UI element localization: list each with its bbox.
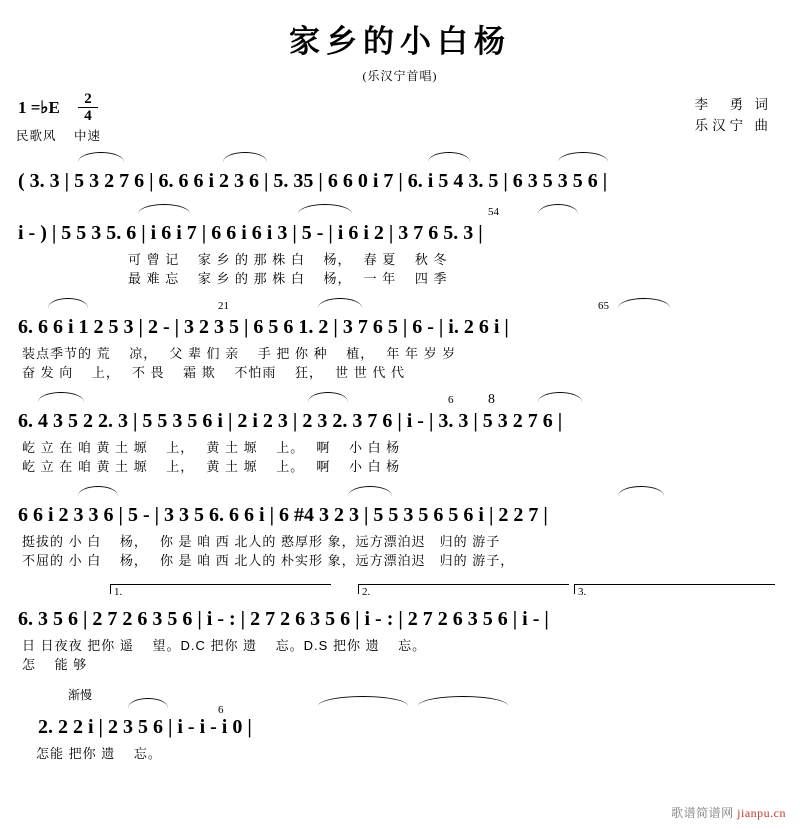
slur-mark (538, 392, 582, 402)
lyric-line-2a: 可 曾 记 家 乡 的 那 株 白 杨， 春 夏 秋 冬 (128, 252, 448, 267)
tempo-label: 中速 (74, 129, 102, 143)
meter-denominator: 4 (84, 108, 92, 124)
measure-number: 21 (218, 300, 229, 312)
music-system-2 (18, 202, 782, 296)
measure-number: 65 (598, 300, 609, 312)
lyric-line-2b: 最 难 忘 家 乡 的 那 株 白 杨， 一 年 四 季 (128, 271, 448, 286)
slur-mark (128, 698, 168, 708)
meter-numerator: 2 (78, 92, 98, 108)
time-signature (78, 92, 98, 123)
lyric-line-3b: 奋 发 向 上， 不 畏 霜 欺 不怕雨 狂， 世 世 代 代 (22, 365, 405, 380)
music-system-1 (18, 148, 782, 202)
music-system-4 (18, 390, 782, 484)
slur-mark (138, 204, 190, 214)
lyric-line-3a: 装点季节的 荒 凉， 父 辈 们 亲 手 把 你 种 植， 年 年 岁 岁 (22, 346, 457, 361)
key-signature: 1 =♭E (18, 98, 60, 117)
slur-mark (38, 392, 84, 402)
volta-number-3: 3. (578, 586, 587, 598)
music-system-5 (18, 484, 782, 578)
slur-mark (618, 486, 664, 496)
notation-line-3: 6. 6 6 i 1 2 5 3 | 2 - | 3 2 3 5 | 6 5 6 1. 2 | 3 7 6 5 | 6 - | i. 2 6 i | (18, 316, 509, 338)
composer-credit: 乐汉宁 曲 (694, 118, 772, 133)
notation-line-5: 6 6 i 2 3 3 6 | 5 - | 3 3 5 6. 6 6 i | 6 #4 3 2 3 | 5 5 3 5 6 5 6 i | 2 2 7 | (18, 504, 548, 526)
volta-bracket-1 (110, 584, 331, 594)
lyric-line-4a: 屹 立 在 咱 黄 土 塬 上， 黄 土 塬 上。 啊 小 白 杨 (22, 440, 401, 455)
style-label: 民歌风 (16, 129, 57, 143)
page-title: 家乡的小白杨 (289, 24, 511, 59)
volta-bracket-2 (358, 584, 569, 594)
lyric-line-6a: 日 日夜夜 把你 遥 望。D.C 把你 遗 忘。D.S 把你 遗 忘。 (22, 638, 427, 653)
slur-mark (558, 152, 608, 162)
notation-line-7: 2. 2 2 i | 2 3 5 6 | i - i - i 0 | (38, 716, 252, 738)
music-system-7 (18, 686, 782, 768)
dal-segno-icon: 8 (488, 392, 495, 407)
slur-mark (418, 696, 508, 706)
lyric-line-4b: 屹 立 在 咱 黄 土 塬 上， 黄 土 塬 上。 啊 小 白 杨 (22, 459, 401, 474)
notation-line-1: ( 3. 3 | 5 3 2 7 6 | 6. 6 6 i 2 3 6 | 5. 35 | 6 6 0 i 7 | 6. i 5 4 3. 5 | 6 3 5 3 5 6 | (18, 170, 608, 192)
slur-mark (78, 152, 124, 162)
slur-mark (348, 486, 392, 496)
music-system-3 (18, 296, 782, 390)
measure-number: 6 (448, 394, 454, 406)
sheet-music-page (0, 16, 800, 829)
slur-mark (48, 298, 88, 308)
measure-number: 54 (488, 206, 499, 218)
lyric-line-5a: 挺拔的 小 白 杨， 你 是 咱 西 北人的 憨厚形 象，远方漂泊迟 归的 游子 (22, 534, 501, 549)
lyricist-credit: 李 勇 词 (694, 97, 772, 112)
notation-line-6: 6. 3 5 6 | 2 7 2 6 3 5 6 | i - : | 2 7 2 6 3 5 6 | i - : | 2 7 2 6 3 5 6 | i - | (18, 608, 549, 630)
score-metadata (0, 92, 800, 148)
slur-mark (618, 298, 670, 308)
slur-mark (308, 392, 348, 402)
lyric-line-6b: 怎 能 够 (22, 657, 88, 672)
slur-mark (318, 696, 408, 706)
music-system-6 (18, 578, 782, 674)
slur-mark (318, 298, 362, 308)
slur-mark (538, 204, 578, 214)
volta-bracket-3 (574, 584, 775, 594)
volta-number-2: 2. (362, 586, 371, 598)
lyric-line-5b: 不屈的 小 白 杨， 你 是 咱 西 北人的 朴实形 象，远方漂泊迟 归的 游子， (22, 553, 515, 568)
notation-line-4: 6. 4 3 5 2 2. 3 | 5 5 3 5 6 i | 2 i 2 3 | 2 3 2. 3 7 6 | i - | 3. 3 | 5 3 2 7 6 | (18, 410, 563, 432)
volta-number-1: 1. (114, 586, 123, 598)
slur-mark (78, 486, 118, 496)
lyric-line-7a: 怎能 把你 遗 忘。 (36, 746, 162, 761)
slur-mark (223, 152, 267, 162)
measure-number: 6 (218, 704, 224, 716)
page-subtitle: (乐汉宁首唱) (362, 69, 438, 83)
notation-line-2: i - ) | 5 5 3 5. 6 | i 6 i 7 | 6 6 i 6 i 3 | 5 - | i 6 i 2 | 3 7 6 5. 3 | (18, 222, 483, 244)
slur-mark (298, 204, 352, 214)
ritardando-label: 渐慢 (68, 688, 93, 702)
watermark-text-cn: 歌谱简谱网 (671, 806, 734, 820)
credits (695, 94, 772, 136)
slur-mark (428, 152, 470, 162)
watermark-text-url: jianpu.cn (737, 806, 786, 820)
